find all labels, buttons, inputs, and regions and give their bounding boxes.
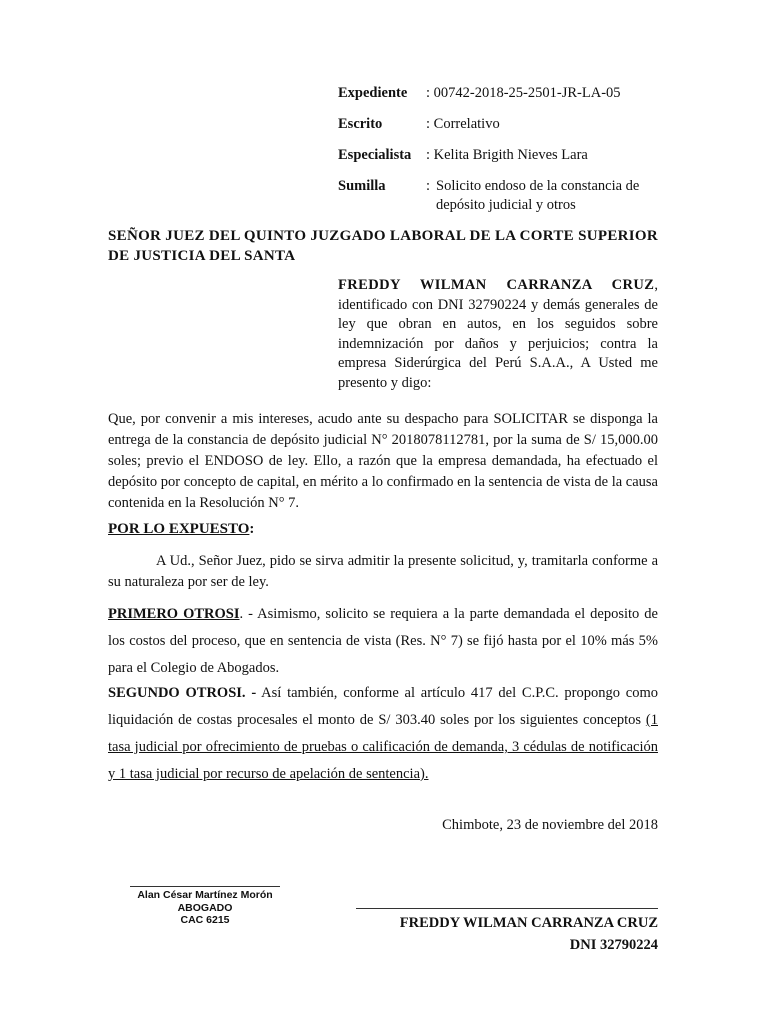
lawyer-signature: [130, 886, 280, 927]
first-otrosi-paragraph: [108, 601, 658, 682]
first-otrosi-label: PRIMERO OTROSI: [108, 606, 240, 622]
second-otrosi-label: SEGUNDO OTROSI. -: [108, 685, 257, 701]
client-dni: DNI 32790224: [569, 937, 658, 953]
therefore-heading-colon: :: [249, 521, 255, 537]
summary-colon: :: [426, 178, 431, 194]
specialist-label: Especialista: [338, 147, 412, 163]
lawyer-name: Alan César Martínez Morón: [137, 889, 273, 901]
lawyer-signature-line: [130, 886, 280, 887]
summary-label: Sumilla: [338, 178, 386, 194]
client-signature-line: [356, 908, 658, 909]
petitioner-details: , identificado con DNI 32790224 y demás generales de ley que obran en autos, en los seguidos sobre indemnización por daños y perjuicios; contra la empresa Siderúrgica del Perú S.A.A., A Usted me presento y digo:: [338, 277, 658, 391]
document-type-label: Escrito: [338, 116, 383, 132]
second-otrosi-text: Así también, conforme al artículo 417 del C.P.C. propongo como liquidación de costas procesales el monto de S/ 303.40 soles por los siguientes conceptos: [108, 685, 658, 728]
case-number-label: Expediente: [338, 85, 408, 101]
document-type-row: [338, 115, 668, 134]
summary-row: [338, 177, 668, 215]
petition-paragraph: A Ud., Señor Juez, pido se sirva admitir la presente solicitud, y, tramitarla conforme a su naturaleza por ser de ley.: [108, 553, 658, 590]
case-header: [338, 84, 668, 227]
first-otrosi-text: . - Asimismo, solicito se requiera a la parte demandada el deposito de los costos del proceso, que en sentencia de vista (Res. N° 7) se fijó hasta por el 10% más 5% para el Colegio de Abogados.: [108, 606, 658, 676]
lawyer-title: ABOGADO: [177, 901, 233, 914]
specialist-value: : Kelita Brigith Nieves Lara: [426, 147, 588, 163]
document-type-value: : Correlativo: [426, 116, 500, 132]
petitioner-name: FREDDY WILMAN CARRANZA CRUZ: [338, 277, 655, 293]
second-otrosi-concepts: (1 tasa judicial por ofrecimiento de pruebas o calificación de demanda, 3 cédulas de notificación y 1 tasa judicial por recurso de apelación de sentencia).: [108, 712, 658, 782]
case-number-value: : 00742-2018-25-2501-JR-LA-05: [426, 85, 621, 101]
addressee: SEÑOR JUEZ DEL QUINTO JUZGADO LABORAL DE LA CORTE SUPERIOR DE JUSTICIA DEL SANTA: [108, 228, 658, 264]
therefore-heading: [108, 521, 254, 538]
petitioner-block: [338, 276, 658, 393]
client-name: FREDDY WILMAN CARRANZA CRUZ: [399, 915, 658, 931]
specialist-row: [338, 146, 668, 165]
place-date: Chimbote, 23 de noviembre del 2018: [442, 817, 658, 833]
request-paragraph: Que, por convenir a mis intereses, acudo ante su despacho para SOLICITAR se disponga la entrega de la constancia de depósito judicial N° 2018078112781, por la suma de S/ 15,000.00 soles; previo el ENDOSO de ley. Ello, a razón que la empresa demandada, ha efectuado el depósito por concepto de capital, en mérito a lo confirmado en la sentencia de vista de la causa contenida en la Resolución N° 7.: [108, 411, 658, 511]
second-otrosi-paragraph: [108, 680, 658, 788]
case-number-row: [338, 84, 668, 103]
therefore-heading-label: POR LO EXPUESTO: [108, 521, 250, 537]
summary-value: Solicito endoso de la constancia de depósito judicial y otros: [436, 178, 640, 213]
client-signature: [356, 908, 658, 956]
lawyer-cac: CAC 6215: [180, 914, 230, 926]
